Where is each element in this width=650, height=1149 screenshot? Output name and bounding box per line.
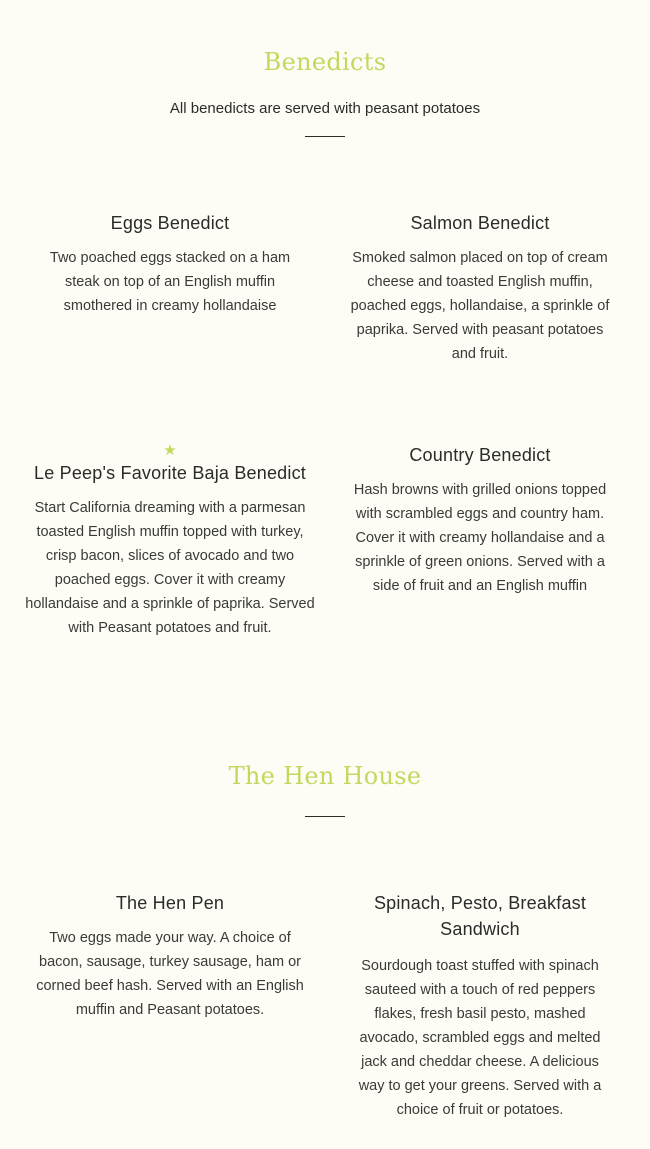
menu-item-description: Sourdough toast stuffed with spinach sauteed with a touch of red peppers flakes, fresh basil pesto, mashed avocado, scrambled eggs and melted jack and cheddar cheese. A delicious way to get your greens. Served with a choice of fruit or potatoes. xyxy=(358,958,602,1118)
menu-item-salmon-benedict xyxy=(345,210,615,366)
menu-item-name: Le Peep's Favorite Baja Benedict xyxy=(34,463,306,483)
menu-item-country-benedict xyxy=(345,442,615,598)
menu-item-description: Two eggs made your way. A choice of bacon, sausage, turkey sausage, ham or corned beef hash. Served with an English muffin and Peasant potatoes. xyxy=(36,930,304,1018)
section-divider xyxy=(305,816,345,817)
section-subtitle-benedicts: All benedicts are served with peasant potatoes xyxy=(169,100,481,117)
menu-item-description: Smoked salmon placed on top of cream cheese and toasted English muffin, poached eggs, hollandaise, a sprinkle of paprika. Served with peasant potatoes and fruit. xyxy=(350,250,610,362)
menu-item-baja-benedict xyxy=(25,444,315,640)
menu-item-name: Salmon Benedict xyxy=(410,213,550,233)
menu-item-spinach-pesto-sandwich xyxy=(352,890,608,1122)
menu-item-name: Spinach, Pesto, Breakfast Sandwich xyxy=(373,893,587,939)
section-title-benedicts: Benedicts xyxy=(263,48,387,76)
menu-item-description: Start California dreaming with a parmesan toasted English muffin topped with turkey, crisp bacon, slices of avocado and two poached eggs. Cover it with creamy hollandaise and a sprinkle of paprika. Served with Peasant potatoes and fruit. xyxy=(25,500,315,636)
menu-item-description: Two poached eggs stacked on a ham steak on top of an English muffin smothered in creamy hollandaise xyxy=(49,250,291,314)
section-divider xyxy=(305,136,345,137)
section-title-hen-house: The Hen House xyxy=(228,762,422,790)
menu-item-description: Hash browns with grilled onions topped with scrambled eggs and country ham. Cover it with creamy hollandaise and a sprinkle of green onions. Served with a side of fruit and an English muffin xyxy=(353,482,607,594)
menu-item-name: Eggs Benedict xyxy=(110,213,230,233)
menu-item-name: The Hen Pen xyxy=(115,893,225,913)
star-icon: ★ xyxy=(163,442,177,459)
menu-item-name: Country Benedict xyxy=(409,445,551,465)
menu-item-hen-pen xyxy=(32,890,308,1022)
menu-item-eggs-benedict xyxy=(35,210,305,318)
